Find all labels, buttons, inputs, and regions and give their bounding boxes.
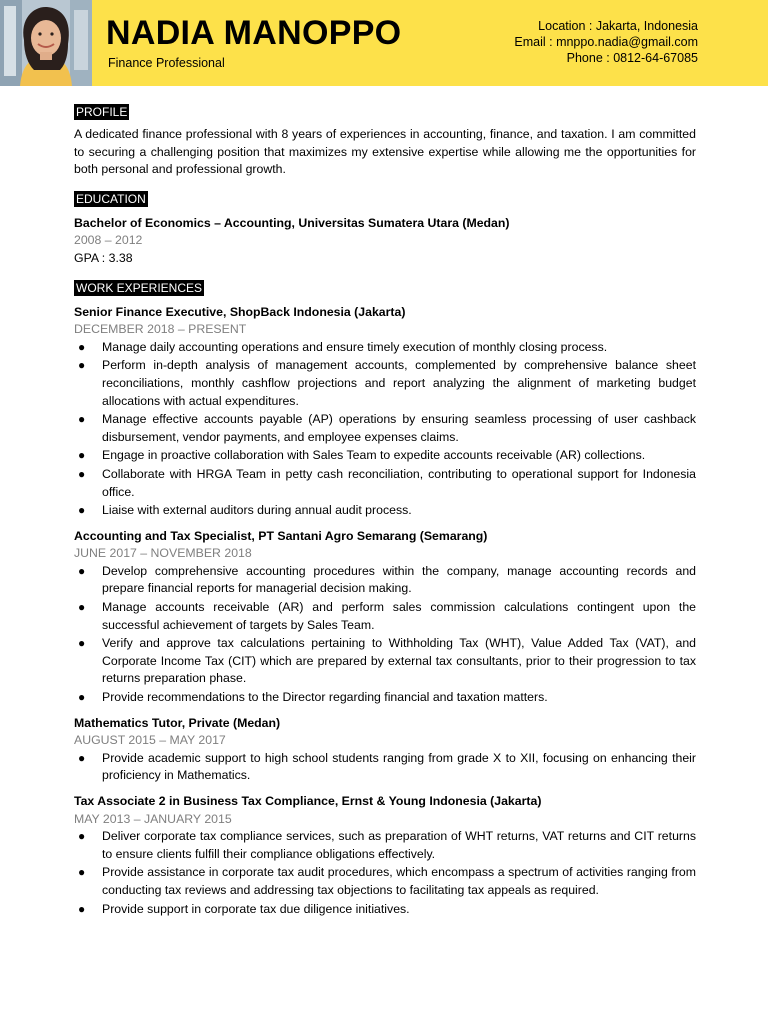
bullet-icon: ● (78, 636, 86, 651)
phone-text: Phone : 0812-64-67085 (566, 51, 698, 65)
list-item (74, 466, 696, 501)
list-item (74, 357, 696, 410)
job-date: MAY 2013 – JANUARY 2015 (74, 811, 232, 826)
list-item (74, 339, 696, 357)
portrait-image (0, 0, 92, 86)
list-item (74, 750, 696, 785)
bullet-text: Manage accounts receivable (AR) and perform sales commission calculations contingent upon the successful achievement of targets by Sales Team. (102, 600, 696, 632)
bullet-icon: ● (78, 829, 86, 844)
email-text: Email : mnppo.nadia@gmail.com (514, 35, 698, 49)
bullet-icon: ● (78, 466, 86, 481)
job-bullets (74, 828, 696, 918)
profile-photo (0, 0, 92, 86)
job-entry (74, 304, 696, 520)
bullet-text: Collaborate with HRGA Team in petty cash reconciliation, contributing to operational support for Indonesia office. (102, 466, 696, 499)
bullet-icon: ● (78, 503, 86, 518)
education-gpa: GPA : 3.38 (74, 250, 133, 265)
bullet-icon: ● (78, 901, 86, 916)
bullet-text: Develop comprehensive accounting procedures within the company, manage accounting records and prepare financial reports for managerial decision making. (102, 563, 696, 596)
bullet-text: Deliver corporate tax compliance services, such as preparation of WHT returns, VAT returns and CIT returns to ensure clients fulfill their compliance obligations effectively. (102, 829, 696, 861)
list-item (74, 563, 696, 598)
list-item (74, 411, 696, 446)
bullet-icon: ● (78, 690, 86, 705)
job-entry (74, 715, 696, 785)
list-item (74, 689, 696, 707)
work-heading: WORK EXPERIENCES (76, 280, 203, 295)
education-degree: Bachelor of Economics – Accounting, Universitas Sumatera Utara (Medan) (74, 215, 510, 230)
bullet-text: Perform in-depth analysis of management accounts, complemented by comprehensive balance sheet reconciliations, monthly cashflow projections and report analyzing the alignment of marketing budget allocations with actual expenditures. (102, 358, 696, 408)
contact-block (514, 18, 698, 66)
bullet-icon: ● (78, 865, 86, 880)
bullet-text: Liaise with external auditors during annual audit process. (102, 503, 412, 518)
list-item (74, 502, 696, 520)
list-item (74, 635, 696, 688)
list-item (74, 447, 696, 465)
education-years: 2008 – 2012 (74, 233, 143, 248)
job-bullets (74, 563, 696, 707)
education-entry (74, 215, 696, 268)
person-name: NADIA MANOPPO (106, 14, 402, 52)
bullet-text: Provide support in corporate tax due diligence initiatives. (102, 901, 410, 916)
resume-content (74, 104, 696, 919)
bullet-icon: ● (78, 358, 86, 373)
list-item (74, 599, 696, 634)
bullet-icon: ● (78, 750, 86, 765)
bullet-text: Manage effective accounts payable (AP) operations by ensuring seamless processing of user cashback disbursement, vendor payments, and employee expenses claims. (102, 412, 696, 444)
list-item (74, 864, 696, 899)
profile-text: A dedicated finance professional with 8 years of experiences in accounting, finance, and taxation. I am committed to securing a challenging position that maximizes my extensive expertise while allowing me the opportunities for both personal and professional growth. (74, 127, 696, 177)
job-title: Accounting and Tax Specialist, PT Santani Agro Semarang (Semarang) (74, 528, 488, 543)
bullet-text: Manage daily accounting operations and ensure timely execution of monthly closing process. (102, 339, 608, 354)
job-entry (74, 528, 696, 707)
list-item (74, 828, 696, 863)
bullet-icon: ● (78, 412, 86, 427)
bullet-text: Provide recommendations to the Director regarding financial and taxation matters. (102, 690, 548, 705)
job-entry (74, 793, 696, 918)
bullet-text: Provide assistance in corporate tax audit procedures, which encompass a spectrum of activities ranging from conducting tax reviews and addressing tax objections to facilitating tax appeals as required. (102, 865, 696, 897)
bullet-icon: ● (78, 339, 86, 354)
job-title: Mathematics Tutor, Private (Medan) (74, 715, 281, 730)
job-date: AUGUST 2015 – MAY 2017 (74, 733, 226, 748)
job-bullets (74, 339, 696, 520)
list-item (74, 901, 696, 919)
job-date: JUNE 2017 – NOVEMBER 2018 (74, 546, 252, 561)
bullet-text: Verify and approve tax calculations pertaining to Withholding Tax (WHT), Value Added Tax (VAT), and Corporate Income Tax (CIT) which are prepared by external tax consultants, prior to their progression to tax returns preparation phase. (102, 636, 696, 686)
bullet-text: Engage in proactive collaboration with Sales Team to expedite accounts receivable (AR) collections. (102, 448, 646, 463)
bullet-icon: ● (78, 563, 86, 578)
bullet-text: Provide academic support to high school students ranging from grade X to XII, focusing on enhancing their proficiency in Mathematics. (102, 750, 696, 783)
job-title: Finance Professional (108, 56, 225, 70)
header-banner (0, 0, 768, 86)
location-text: Location : Jakarta, Indonesia (538, 19, 698, 33)
education-heading: EDUCATION (76, 191, 146, 206)
job-date: DECEMBER 2018 – PRESENT (74, 322, 247, 337)
job-title: Tax Associate 2 in Business Tax Compliance, Ernst & Young Indonesia (Jakarta) (74, 794, 542, 808)
job-bullets (74, 750, 696, 785)
bullet-icon: ● (78, 600, 86, 615)
job-title: Senior Finance Executive, ShopBack Indonesia (Jakarta) (74, 304, 406, 319)
bullet-icon: ● (78, 448, 86, 463)
work-list (74, 304, 696, 919)
profile-heading: PROFILE (76, 105, 128, 119)
